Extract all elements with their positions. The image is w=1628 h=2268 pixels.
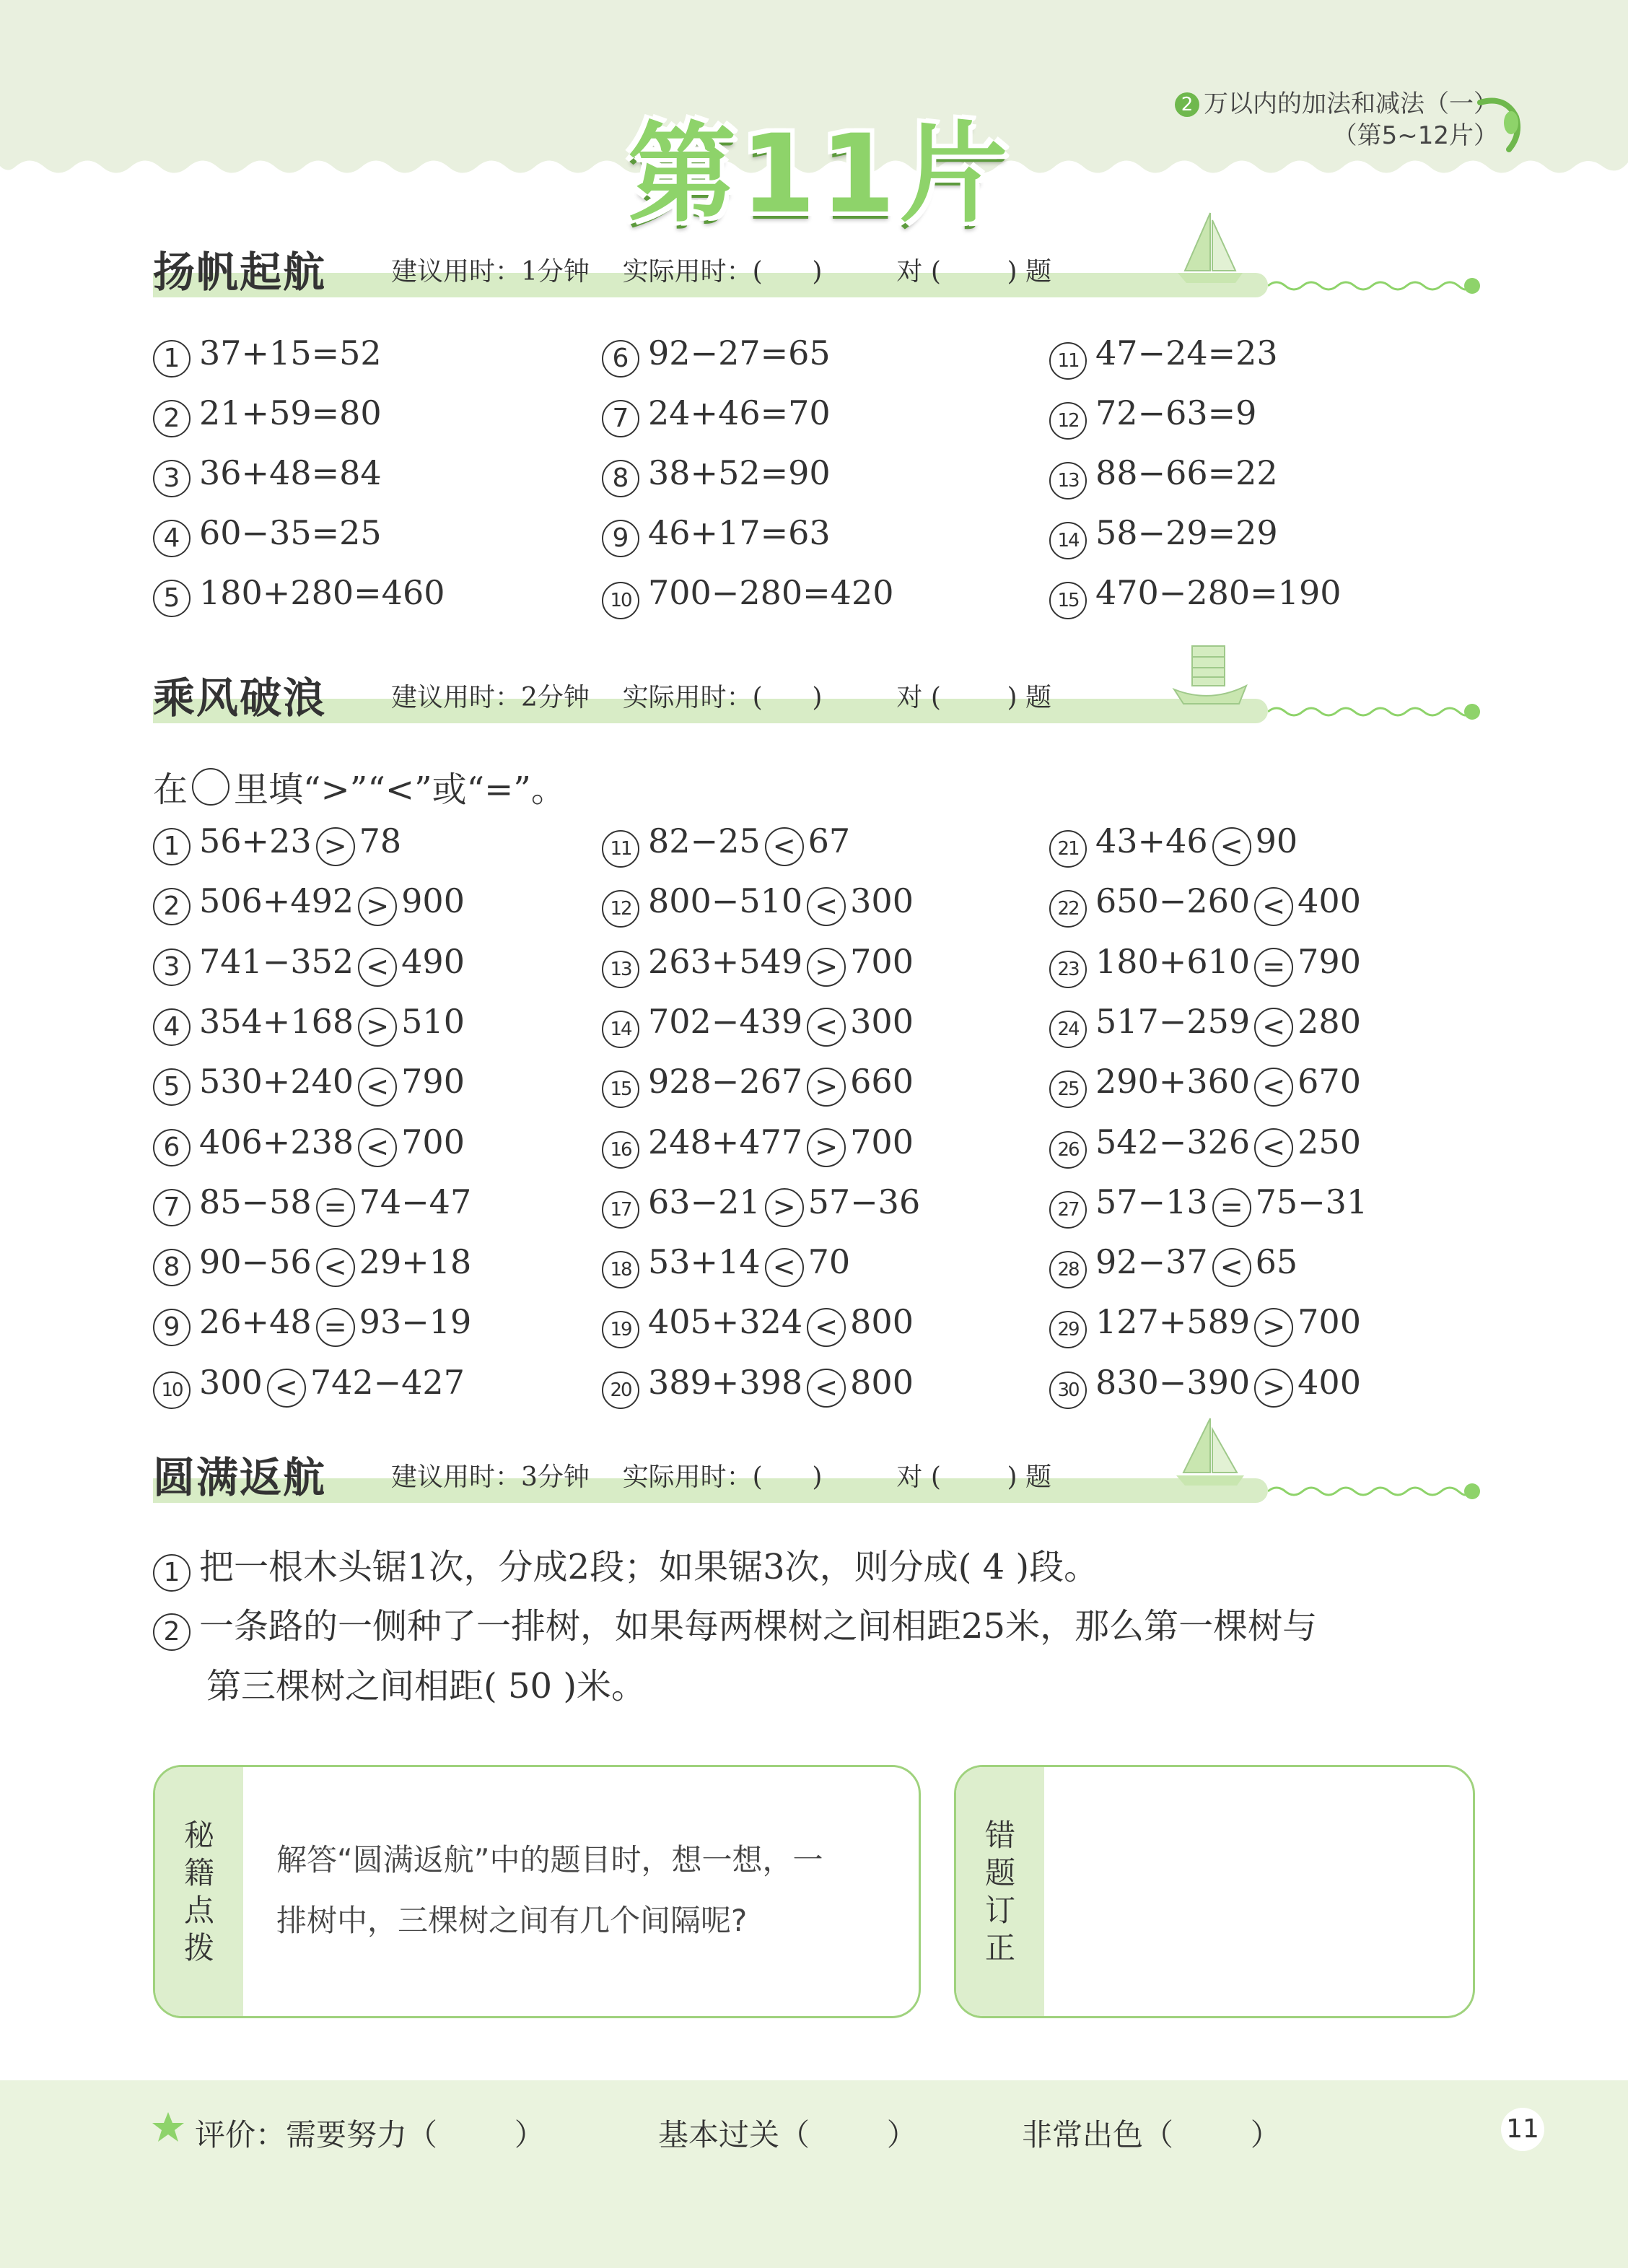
comparison-circle[interactable]: > bbox=[358, 1008, 397, 1047]
problem-number: 12 bbox=[602, 890, 639, 928]
evaluation-excellent: 非常出色（ ） bbox=[1022, 2117, 1281, 2153]
chapter-title: 万以内的加法和减法（一） bbox=[1204, 90, 1498, 118]
comparison-circle[interactable]: = bbox=[316, 1188, 355, 1227]
word-problem-2-cont: 第三棵树之间相距( 50 )米。 bbox=[206, 1666, 647, 1706]
arithmetic-item bbox=[1049, 453, 1278, 500]
left-expression: 43+46 bbox=[1095, 821, 1208, 860]
problem-number: 7 bbox=[602, 400, 639, 437]
problem-number: 17 bbox=[602, 1191, 639, 1229]
tip-box bbox=[153, 1765, 921, 2018]
left-expression: 57−13 bbox=[1095, 1182, 1208, 1221]
problem-number: 9 bbox=[153, 1309, 191, 1346]
problem-number: 2 bbox=[153, 400, 191, 437]
star-icon bbox=[152, 2111, 185, 2144]
sailboat-icon bbox=[1170, 209, 1250, 289]
left-expression: 248+477 bbox=[648, 1122, 803, 1161]
comparison-circle[interactable]: < bbox=[807, 887, 846, 926]
problem-number: 15 bbox=[1049, 582, 1087, 619]
arithmetic-item bbox=[1049, 333, 1278, 380]
right-expression: 742−427 bbox=[310, 1362, 465, 1402]
problem-number: 23 bbox=[1049, 951, 1087, 988]
chapter-range: （第5~12片） bbox=[1332, 121, 1498, 150]
section-timing-info: 建议用时：3分钟 实际用时：( ) 对 ( ) 题 bbox=[391, 1462, 1051, 1492]
equation: 60−35=25 bbox=[199, 513, 382, 552]
right-expression: 65 bbox=[1255, 1242, 1298, 1282]
left-expression: 56+23 bbox=[199, 821, 312, 860]
problem-number: 24 bbox=[1049, 1011, 1087, 1048]
comparison-circle[interactable]: < bbox=[807, 1008, 846, 1047]
comparison-item bbox=[602, 1002, 914, 1048]
section-timing-info: 建议用时：2分钟 实际用时：( ) 对 ( ) 题 bbox=[391, 683, 1051, 712]
comparison-circle[interactable]: < bbox=[358, 1068, 397, 1107]
right-expression: 490 bbox=[401, 941, 465, 981]
right-expression: 700 bbox=[1297, 1302, 1361, 1342]
left-expression: 127+589 bbox=[1095, 1302, 1251, 1342]
equation: 700−280=420 bbox=[648, 573, 894, 612]
arithmetic-item bbox=[602, 513, 831, 557]
comparison-circle[interactable]: > bbox=[807, 1128, 846, 1167]
comparison-circle[interactable]: < bbox=[1254, 1008, 1293, 1047]
problem-number: 7 bbox=[153, 1189, 191, 1226]
left-expression: 542−326 bbox=[1095, 1122, 1251, 1161]
right-expression: 75−31 bbox=[1255, 1182, 1368, 1221]
equation: 47−24=23 bbox=[1095, 333, 1278, 372]
comparison-item bbox=[1049, 1242, 1297, 1288]
comparison-circle[interactable]: > bbox=[807, 1068, 846, 1107]
comparison-item bbox=[1049, 942, 1361, 988]
right-expression: 400 bbox=[1297, 1362, 1361, 1402]
right-expression: 700 bbox=[850, 941, 914, 981]
comparison-item bbox=[1049, 1002, 1361, 1048]
comparison-item bbox=[153, 1182, 471, 1227]
right-expression: 280 bbox=[1297, 1001, 1361, 1041]
problem-number: 30 bbox=[1049, 1371, 1087, 1409]
right-expression: 74−47 bbox=[359, 1182, 472, 1221]
comparison-circle[interactable]: < bbox=[1254, 1068, 1293, 1107]
comparison-circle[interactable]: > bbox=[316, 827, 355, 866]
right-expression: 700 bbox=[850, 1122, 914, 1161]
left-expression: 354+168 bbox=[199, 1001, 354, 1041]
comparison-item bbox=[602, 821, 850, 868]
problem-number: 16 bbox=[602, 1131, 639, 1169]
left-expression: 63−21 bbox=[648, 1182, 761, 1221]
comparison-circle[interactable]: > bbox=[358, 887, 397, 926]
problem-number: 18 bbox=[602, 1251, 639, 1288]
box-label-char: 秘 bbox=[183, 1817, 214, 1853]
problem-number: 13 bbox=[602, 951, 639, 988]
left-expression: 406+238 bbox=[199, 1122, 354, 1161]
comparison-circle[interactable]: < bbox=[807, 1369, 846, 1408]
box-label-char: 拨 bbox=[183, 1929, 214, 1966]
comparison-item bbox=[1049, 1182, 1367, 1229]
page-number: 11 bbox=[1501, 2108, 1544, 2151]
problem-number: 6 bbox=[602, 340, 639, 378]
blank-circle-icon bbox=[192, 768, 229, 806]
right-expression: 250 bbox=[1297, 1122, 1361, 1161]
comparison-circle[interactable]: > bbox=[807, 948, 846, 987]
right-expression: 700 bbox=[401, 1122, 465, 1161]
arithmetic-item bbox=[1049, 513, 1278, 559]
comparison-item bbox=[153, 1122, 465, 1167]
comparison-circle[interactable]: = bbox=[1212, 1188, 1251, 1227]
equation: 180+280=460 bbox=[199, 573, 445, 612]
junk-boat-icon bbox=[1170, 635, 1250, 715]
box-label-char: 题 bbox=[984, 1854, 1015, 1890]
tip-text-line-1: 解答“圆满返航”中的题目时，想一想，一 bbox=[276, 1842, 823, 1877]
comparison-circle[interactable]: < bbox=[267, 1369, 306, 1408]
problem-number: 6 bbox=[153, 1129, 191, 1166]
equation: 46+17=63 bbox=[648, 513, 831, 552]
problem-number: 27 bbox=[1049, 1191, 1087, 1229]
right-expression: 400 bbox=[1297, 881, 1361, 921]
chapter-number-badge: 2 bbox=[1175, 92, 1199, 117]
left-expression: 530+240 bbox=[199, 1062, 354, 1102]
equation: 36+48=84 bbox=[199, 453, 382, 492]
equation: 58−29=29 bbox=[1095, 513, 1278, 552]
section-header-2 bbox=[153, 664, 1474, 729]
compare-instruction: 在 里填“>”“<”或“=”。 bbox=[153, 769, 566, 810]
left-expression: 389+398 bbox=[648, 1362, 803, 1402]
box-label-char: 订 bbox=[984, 1892, 1015, 1928]
problem-number: 21 bbox=[1049, 830, 1087, 868]
right-expression: 70 bbox=[808, 1242, 851, 1282]
left-expression: 290+360 bbox=[1095, 1062, 1251, 1102]
right-expression: 90 bbox=[1255, 821, 1298, 860]
evaluation-basic-pass: 基本过关（ ） bbox=[658, 2117, 917, 2153]
comparison-circle[interactable]: < bbox=[765, 827, 804, 866]
right-expression: 300 bbox=[850, 1001, 914, 1041]
box-label-char: 错 bbox=[984, 1817, 1015, 1853]
left-expression: 830−390 bbox=[1095, 1362, 1251, 1402]
left-expression: 506+492 bbox=[199, 881, 354, 921]
footer-band bbox=[0, 2080, 1628, 2268]
comparison-item bbox=[153, 881, 465, 926]
tip-text-line-2: 排树中，三棵树之间有几个间隔呢? bbox=[276, 1903, 748, 1938]
equation: 470−280=190 bbox=[1095, 573, 1342, 612]
comparison-item bbox=[602, 1363, 914, 1409]
left-expression: 405+324 bbox=[648, 1302, 803, 1342]
left-expression: 180+610 bbox=[1095, 941, 1251, 981]
right-expression: 900 bbox=[401, 881, 465, 921]
problem-number: 15 bbox=[602, 1070, 639, 1108]
section-timing-info: 建议用时：1分钟 实际用时：( ) 对 ( ) 题 bbox=[391, 257, 1051, 287]
comparison-item bbox=[153, 1002, 465, 1047]
problem-number: 8 bbox=[153, 1249, 191, 1286]
right-expression: 29+18 bbox=[359, 1242, 472, 1282]
arithmetic-item bbox=[602, 453, 831, 497]
comparison-item bbox=[153, 1363, 465, 1409]
equation: 21+59=80 bbox=[199, 393, 382, 432]
arithmetic-item bbox=[153, 513, 382, 557]
section-title: 扬帆起航 bbox=[153, 248, 327, 297]
left-expression: 82−25 bbox=[648, 821, 761, 860]
problem-number: 5 bbox=[153, 580, 191, 617]
chapter-heading bbox=[1175, 88, 1498, 152]
left-expression: 26+48 bbox=[199, 1302, 312, 1342]
comparison-circle[interactable]: < bbox=[358, 948, 397, 987]
arithmetic-item bbox=[602, 393, 831, 437]
right-expression: 510 bbox=[401, 1001, 465, 1041]
left-expression: 702−439 bbox=[648, 1001, 803, 1041]
arithmetic-item bbox=[153, 573, 445, 617]
comparison-item bbox=[602, 881, 914, 928]
right-expression: 790 bbox=[401, 1062, 465, 1102]
right-expression: 93−19 bbox=[359, 1302, 472, 1342]
problem-number: 10 bbox=[602, 582, 639, 619]
right-expression: 660 bbox=[850, 1062, 914, 1102]
left-expression: 53+14 bbox=[648, 1242, 761, 1282]
comparison-item bbox=[153, 942, 465, 987]
left-expression: 741−352 bbox=[199, 941, 354, 981]
right-expression: 67 bbox=[808, 821, 851, 860]
comparison-item bbox=[1049, 1363, 1361, 1409]
word-problem-2: 2 一条路的一侧种了一排树，如果每两棵树之间相距25米，那么第一棵树与 bbox=[153, 1598, 1317, 1651]
right-expression: 300 bbox=[850, 881, 914, 921]
error-correction-box bbox=[954, 1765, 1475, 2018]
comparison-item bbox=[153, 1062, 465, 1107]
arithmetic-item bbox=[153, 393, 382, 437]
problem-number: 14 bbox=[1049, 522, 1087, 559]
leaf-icon bbox=[1476, 95, 1527, 153]
arithmetic-item bbox=[602, 573, 894, 619]
problem-number: 9 bbox=[602, 520, 639, 557]
sailboat-icon bbox=[1170, 1415, 1250, 1494]
left-expression: 650−260 bbox=[1095, 881, 1251, 921]
right-expression: 800 bbox=[850, 1362, 914, 1402]
page-title: 第11片 bbox=[628, 112, 1012, 237]
arithmetic-item bbox=[1049, 573, 1342, 619]
left-expression: 300 bbox=[199, 1362, 263, 1402]
comparison-circle[interactable]: < bbox=[1212, 1248, 1251, 1287]
comparison-circle[interactable]: < bbox=[1254, 887, 1293, 926]
equation: 92−27=65 bbox=[648, 333, 831, 372]
left-expression: 90−56 bbox=[199, 1242, 312, 1282]
problem-number: 5 bbox=[153, 1068, 191, 1106]
comparison-circle[interactable]: < bbox=[316, 1248, 355, 1287]
problem-number: 20 bbox=[602, 1371, 639, 1409]
right-expression: 800 bbox=[850, 1302, 914, 1342]
section-title: 乘风破浪 bbox=[153, 673, 327, 723]
arithmetic-item bbox=[153, 453, 382, 497]
comparison-item bbox=[1049, 1302, 1361, 1348]
equation: 72−63=9 bbox=[1095, 393, 1257, 432]
arithmetic-item bbox=[1049, 393, 1256, 440]
problem-number: 4 bbox=[153, 1008, 191, 1046]
left-expression: 92−37 bbox=[1095, 1242, 1208, 1282]
problem-number: 13 bbox=[1049, 462, 1087, 500]
evaluation-needs-effort: 评价：需要努力（ ） bbox=[195, 2117, 545, 2153]
problem-number: 25 bbox=[1049, 1070, 1087, 1108]
comparison-circle[interactable]: < bbox=[358, 1128, 397, 1167]
left-expression: 517−259 bbox=[1095, 1001, 1251, 1041]
comparison-item bbox=[1049, 1122, 1361, 1169]
comparison-circle[interactable]: = bbox=[316, 1308, 355, 1347]
comparison-item bbox=[602, 1122, 914, 1169]
problem-number: 28 bbox=[1049, 1251, 1087, 1288]
equation: 37+15=52 bbox=[199, 333, 382, 372]
equation: 24+46=70 bbox=[648, 393, 831, 432]
box-label-char: 点 bbox=[183, 1892, 214, 1928]
problem-number: 2 bbox=[153, 888, 191, 925]
comparison-item bbox=[1049, 1062, 1361, 1108]
right-expression: 670 bbox=[1297, 1062, 1361, 1102]
section-header-1 bbox=[153, 238, 1474, 303]
arithmetic-item bbox=[153, 333, 382, 378]
problem-number: 8 bbox=[602, 460, 639, 497]
comparison-item bbox=[602, 1302, 914, 1348]
comparison-circle[interactable]: > bbox=[1254, 1308, 1293, 1347]
problem-number: 11 bbox=[602, 830, 639, 868]
problem-number: 4 bbox=[153, 520, 191, 557]
problem-number: 11 bbox=[1049, 342, 1087, 380]
equation: 38+52=90 bbox=[648, 453, 831, 492]
comparison-circle[interactable]: = bbox=[1254, 948, 1293, 987]
comparison-circle[interactable]: < bbox=[1254, 1128, 1293, 1167]
section-title: 圆满返航 bbox=[153, 1453, 327, 1502]
problem-number: 19 bbox=[602, 1311, 639, 1348]
section-header-3 bbox=[153, 1444, 1474, 1509]
comparison-item bbox=[1049, 821, 1297, 868]
comparison-circle[interactable]: > bbox=[765, 1188, 804, 1227]
problem-number: 22 bbox=[1049, 890, 1087, 928]
arithmetic-item bbox=[602, 333, 831, 378]
comparison-circle[interactable]: < bbox=[765, 1248, 804, 1287]
comparison-circle[interactable]: < bbox=[807, 1308, 846, 1347]
problem-number: 12 bbox=[1049, 402, 1087, 440]
problem-number: 29 bbox=[1049, 1311, 1087, 1348]
left-expression: 928−267 bbox=[648, 1062, 803, 1102]
problem-number: 1 bbox=[153, 828, 191, 865]
comparison-circle[interactable]: > bbox=[1254, 1369, 1293, 1408]
problem-number: 14 bbox=[602, 1011, 639, 1048]
comparison-item bbox=[602, 1182, 920, 1229]
comparison-circle[interactable]: < bbox=[1212, 827, 1251, 866]
problem-number: 3 bbox=[153, 460, 191, 497]
left-expression: 263+549 bbox=[648, 941, 803, 981]
left-expression: 800−510 bbox=[648, 881, 803, 921]
box-label-char: 正 bbox=[984, 1929, 1015, 1966]
right-expression: 78 bbox=[359, 821, 402, 860]
problem-number: 10 bbox=[153, 1371, 191, 1409]
problem-number: 26 bbox=[1049, 1131, 1087, 1169]
comparison-item bbox=[153, 1302, 471, 1347]
comparison-item bbox=[153, 821, 401, 866]
equation: 88−66=22 bbox=[1095, 453, 1278, 492]
problem-number: 1 bbox=[153, 340, 191, 378]
problem-number: 3 bbox=[153, 948, 191, 986]
word-problem-1: 1 把一根木头锯1次，分成2段；如果锯3次，则分成( 4 )段。 bbox=[153, 1539, 1098, 1592]
comparison-item bbox=[602, 1062, 914, 1108]
comparison-item bbox=[1049, 881, 1361, 928]
box-label-char: 籍 bbox=[183, 1854, 214, 1890]
left-expression: 85−58 bbox=[199, 1182, 312, 1221]
right-expression: 790 bbox=[1297, 941, 1361, 981]
comparison-item bbox=[602, 942, 914, 988]
comparison-item bbox=[602, 1242, 850, 1288]
comparison-item bbox=[153, 1242, 471, 1287]
right-expression: 57−36 bbox=[808, 1182, 921, 1221]
